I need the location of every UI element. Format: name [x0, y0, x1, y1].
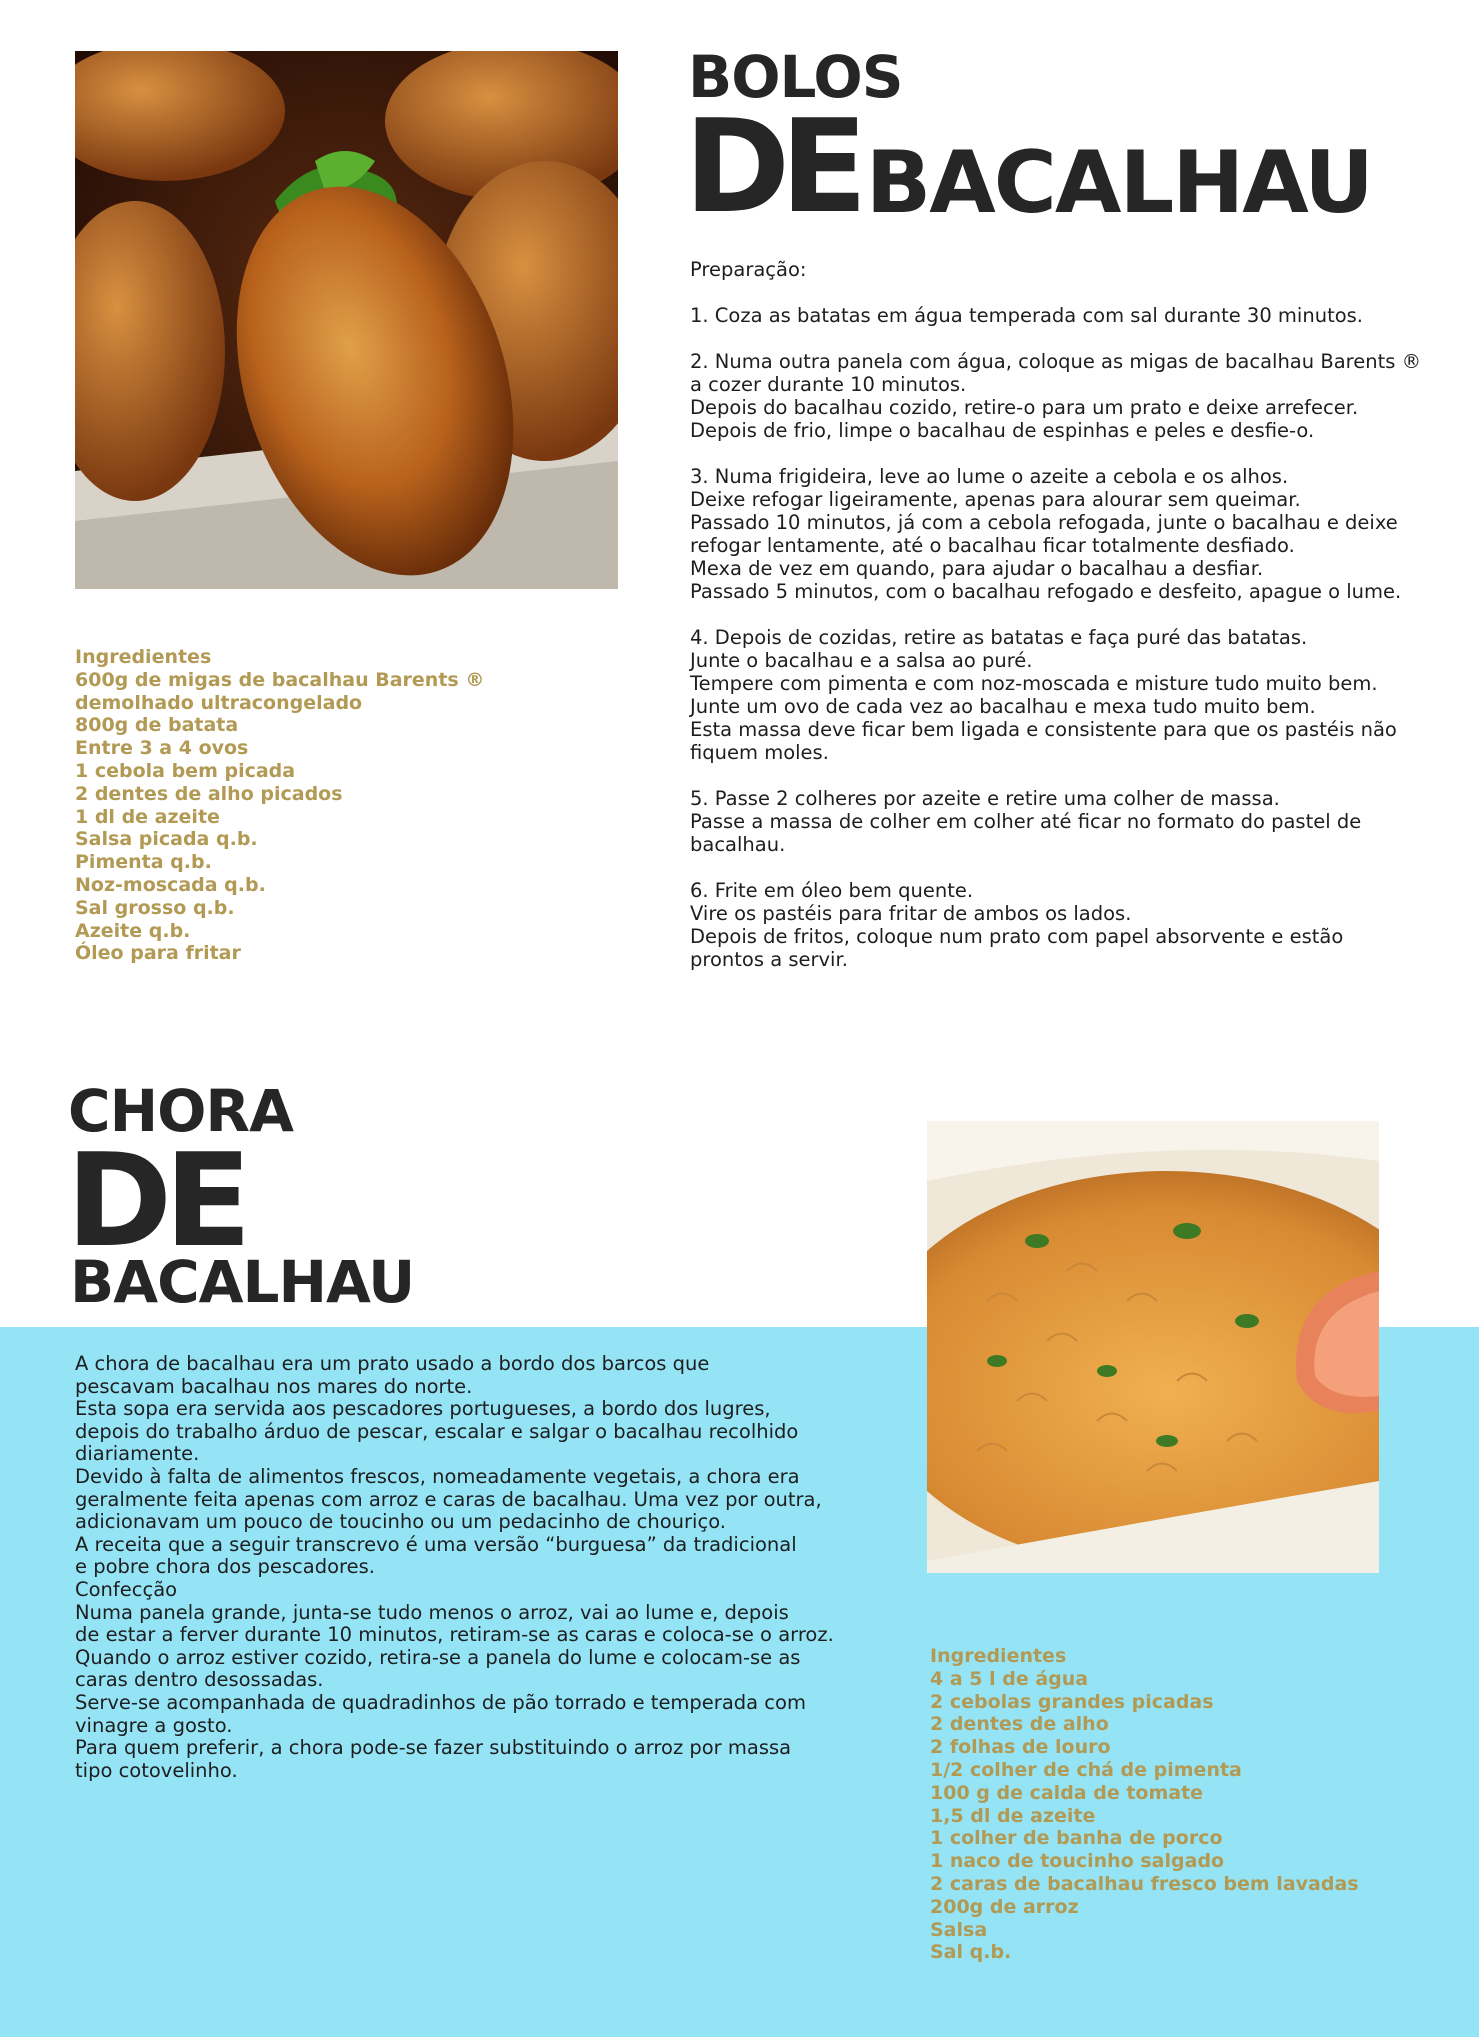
recipe1-title-line2: BACALHAU	[865, 133, 1372, 233]
preparation-line: Esta massa deve ficar bem ligada e consistente para que os pastéis não	[690, 718, 1397, 741]
ingredients-heading: Ingredientes	[930, 1645, 1067, 1667]
preparation-line: Deixe refogar ligeiramente, apenas para alourar sem queimar.	[690, 488, 1301, 511]
preparation-line: Passado 5 minutos, com o bacalhau refogado e desfeito, apague o lume.	[690, 580, 1402, 603]
description-line: A receita que a seguir transcrevo é uma versão “burguesa” da tradicional	[75, 1532, 797, 1556]
preparation-line: Depois de fritos, coloque num prato com papel absorvente e estão	[690, 925, 1344, 948]
preparation-paragraph	[690, 787, 1460, 856]
codfish-soup-photo	[927, 1121, 1379, 1573]
ingredient-item: 600g de migas de bacalhau Barents ®	[75, 668, 485, 691]
ingredient-item: 4 a 5 l de água	[930, 1667, 1089, 1690]
ingredient-item: Óleo para fritar	[75, 942, 241, 965]
preparation-line: Depois do bacalhau cozido, retire-o para um prato e deixe arrefecer.	[690, 396, 1359, 419]
preparation-line: prontos a servir.	[690, 948, 848, 971]
ingredient-item: 2 dentes de alho picados	[75, 782, 343, 805]
description-line: Serve-se acompanhada de quadradinhos de pão torrado e temperada com	[75, 1690, 806, 1714]
preparation-line: Passe a massa de colher em colher até ficar no formato do pastel de	[690, 810, 1362, 833]
preparation-line: 6. Frite em óleo bem quente.	[690, 879, 974, 902]
description-line: Quando o arroz estiver cozido, retira-se a panela do lume e colocam-se as	[75, 1645, 801, 1669]
ingredient-item: Entre 3 a 4 ovos	[75, 737, 249, 760]
preparation-paragraph	[690, 626, 1460, 764]
description-line: diariamente.	[75, 1442, 200, 1466]
ingredient-item: 1 cebola bem picada	[75, 759, 296, 782]
ingredient-item: Sal grosso q.b.	[75, 896, 235, 919]
recipe1-preparation	[690, 258, 1460, 994]
ingredient-item: 1 colher de banha de porco	[930, 1827, 1223, 1850]
preparation-line: a cozer durante 10 minutos.	[690, 373, 967, 396]
ingredient-item: demolhado ultracongelado	[75, 691, 363, 714]
description-line: adicionavam um pouco de toucinho ou um pedacinho de chouriço.	[75, 1510, 726, 1534]
ingredient-item: 100 g de calda de tomate	[930, 1781, 1204, 1804]
recipe2-title-line1: CHORA	[68, 1077, 293, 1145]
preparation-paragraph	[690, 350, 1460, 442]
ingredient-item: 2 dentes de alho	[930, 1713, 1109, 1736]
ingredient-item: 800g de batata	[75, 714, 239, 737]
preparation-line: fiquem moles.	[690, 741, 829, 764]
preparation-line: Vire os pastéis para fritar de ambos os lados.	[690, 902, 1132, 925]
description-line: e pobre chora dos pescadores.	[75, 1555, 375, 1579]
ingredient-item: 200g de arroz	[930, 1895, 1079, 1918]
preparation-line: 2. Numa outra panela com água, coloque as migas de bacalhau Barents ®	[690, 350, 1422, 373]
ingredient-item: 1 naco de toucinho salgado	[930, 1850, 1225, 1873]
description-line: Confecção	[75, 1577, 178, 1601]
ingredient-item: Salsa	[930, 1918, 988, 1941]
description-line: de estar a ferver durante 10 minutos, retiram-se as caras e coloca-se o arroz.	[75, 1623, 834, 1647]
preparation-paragraph	[690, 258, 1460, 281]
recipe1-title-row	[684, 93, 1372, 242]
preparation-line: Preparação:	[690, 258, 807, 281]
preparation-line: Passado 10 minutos, já com a cebola refogada, junte o bacalhau e deixe	[690, 511, 1398, 534]
recipe2-description	[75, 1353, 865, 1782]
description-line: Esta sopa era servida aos pescadores portugueses, a bordo dos lugres,	[75, 1397, 771, 1421]
recipe2-ingredients-list	[930, 1645, 1359, 1964]
ingredient-item: 2 caras de bacalhau fresco bem lavadas	[930, 1872, 1359, 1895]
preparation-paragraph	[690, 304, 1460, 327]
recipe1-title-de: DE	[684, 93, 858, 242]
preparation-line: 4. Depois de cozidas, retire as batatas e faça puré das batatas.	[690, 626, 1308, 649]
ingredient-item: 1 dl de azeite	[75, 805, 220, 828]
preparation-paragraph	[690, 879, 1460, 971]
preparation-line: 1. Coza as batatas em água temperada com sal durante 30 minutos.	[690, 304, 1363, 327]
description-line: Devido à falta de alimentos frescos, nomeadamente vegetais, a chora era	[75, 1464, 800, 1488]
description-line: caras dentro desossadas.	[75, 1668, 324, 1692]
recipe2-title-line2: BACALHAU	[70, 1248, 415, 1316]
ingredient-item: Sal q.b.	[930, 1941, 1012, 1964]
recipe1-ingredients-list	[75, 646, 484, 965]
preparation-line: Mexa de vez em quando, para ajudar o bacalhau a desfiar.	[690, 557, 1264, 580]
ingredient-item: Pimenta q.b.	[75, 851, 212, 874]
ingredient-item: 1,5 dl de azeite	[930, 1804, 1096, 1827]
description-line: tipo cotovelinho.	[75, 1758, 238, 1782]
preparation-line: 3. Numa frigideira, leve ao lume o azeite a cebola e os alhos.	[690, 465, 1289, 488]
preparation-paragraph	[690, 465, 1460, 603]
recipe1-title-line1: BOLOS	[688, 43, 903, 111]
preparation-line: refogar lentamente, até o bacalhau ficar totalmente desfiado.	[690, 534, 1295, 557]
preparation-line: Depois de frio, limpe o bacalhau de espinhas e peles e desfie-o.	[690, 419, 1315, 442]
ingredient-item: Azeite q.b.	[75, 919, 191, 942]
ingredient-item: Noz-moscada q.b.	[75, 873, 266, 896]
preparation-line: 5. Passe 2 colheres por azeite e retire uma colher de massa.	[690, 787, 1280, 810]
description-line: pescavam bacalhau nos mares do norte.	[75, 1374, 473, 1398]
ingredient-item: Salsa picada q.b.	[75, 828, 258, 851]
description-line: depois do trabalho árduo de pescar, escalar e salgar o bacalhau recolhido	[75, 1419, 799, 1443]
ingredient-item: 2 cebolas grandes picadas	[930, 1690, 1214, 1713]
preparation-line: bacalhau.	[690, 833, 786, 856]
ingredient-item: 1/2 colher de chá de pimenta	[930, 1758, 1242, 1781]
description-line: geralmente feita apenas com arroz e caras de bacalhau. Uma vez por outra,	[75, 1487, 822, 1511]
description-line: A chora de bacalhau era um prato usado a bordo dos barcos que	[75, 1352, 710, 1375]
preparation-line: Tempere com pimenta e com noz-moscada e misture tudo muito bem.	[690, 672, 1378, 695]
recipe2-title-de: DE	[66, 1127, 244, 1276]
ingredient-item: 2 folhas de louro	[930, 1736, 1111, 1759]
preparation-line: Junte um ovo de cada vez ao bacalhau e mexa tudo muito bem.	[690, 695, 1316, 718]
description-line: Para quem preferir, a chora pode-se fazer substituindo o arroz por massa	[75, 1736, 792, 1760]
codfish-fritters-photo	[75, 51, 618, 589]
preparation-line: Junte o bacalhau e a salsa ao puré.	[690, 649, 1033, 672]
ingredients-heading: Ingredientes	[75, 646, 212, 668]
description-line: vinagre a gosto.	[75, 1713, 233, 1737]
description-line: Numa panela grande, junta-se tudo menos o arroz, vai ao lume e, depois	[75, 1600, 789, 1624]
